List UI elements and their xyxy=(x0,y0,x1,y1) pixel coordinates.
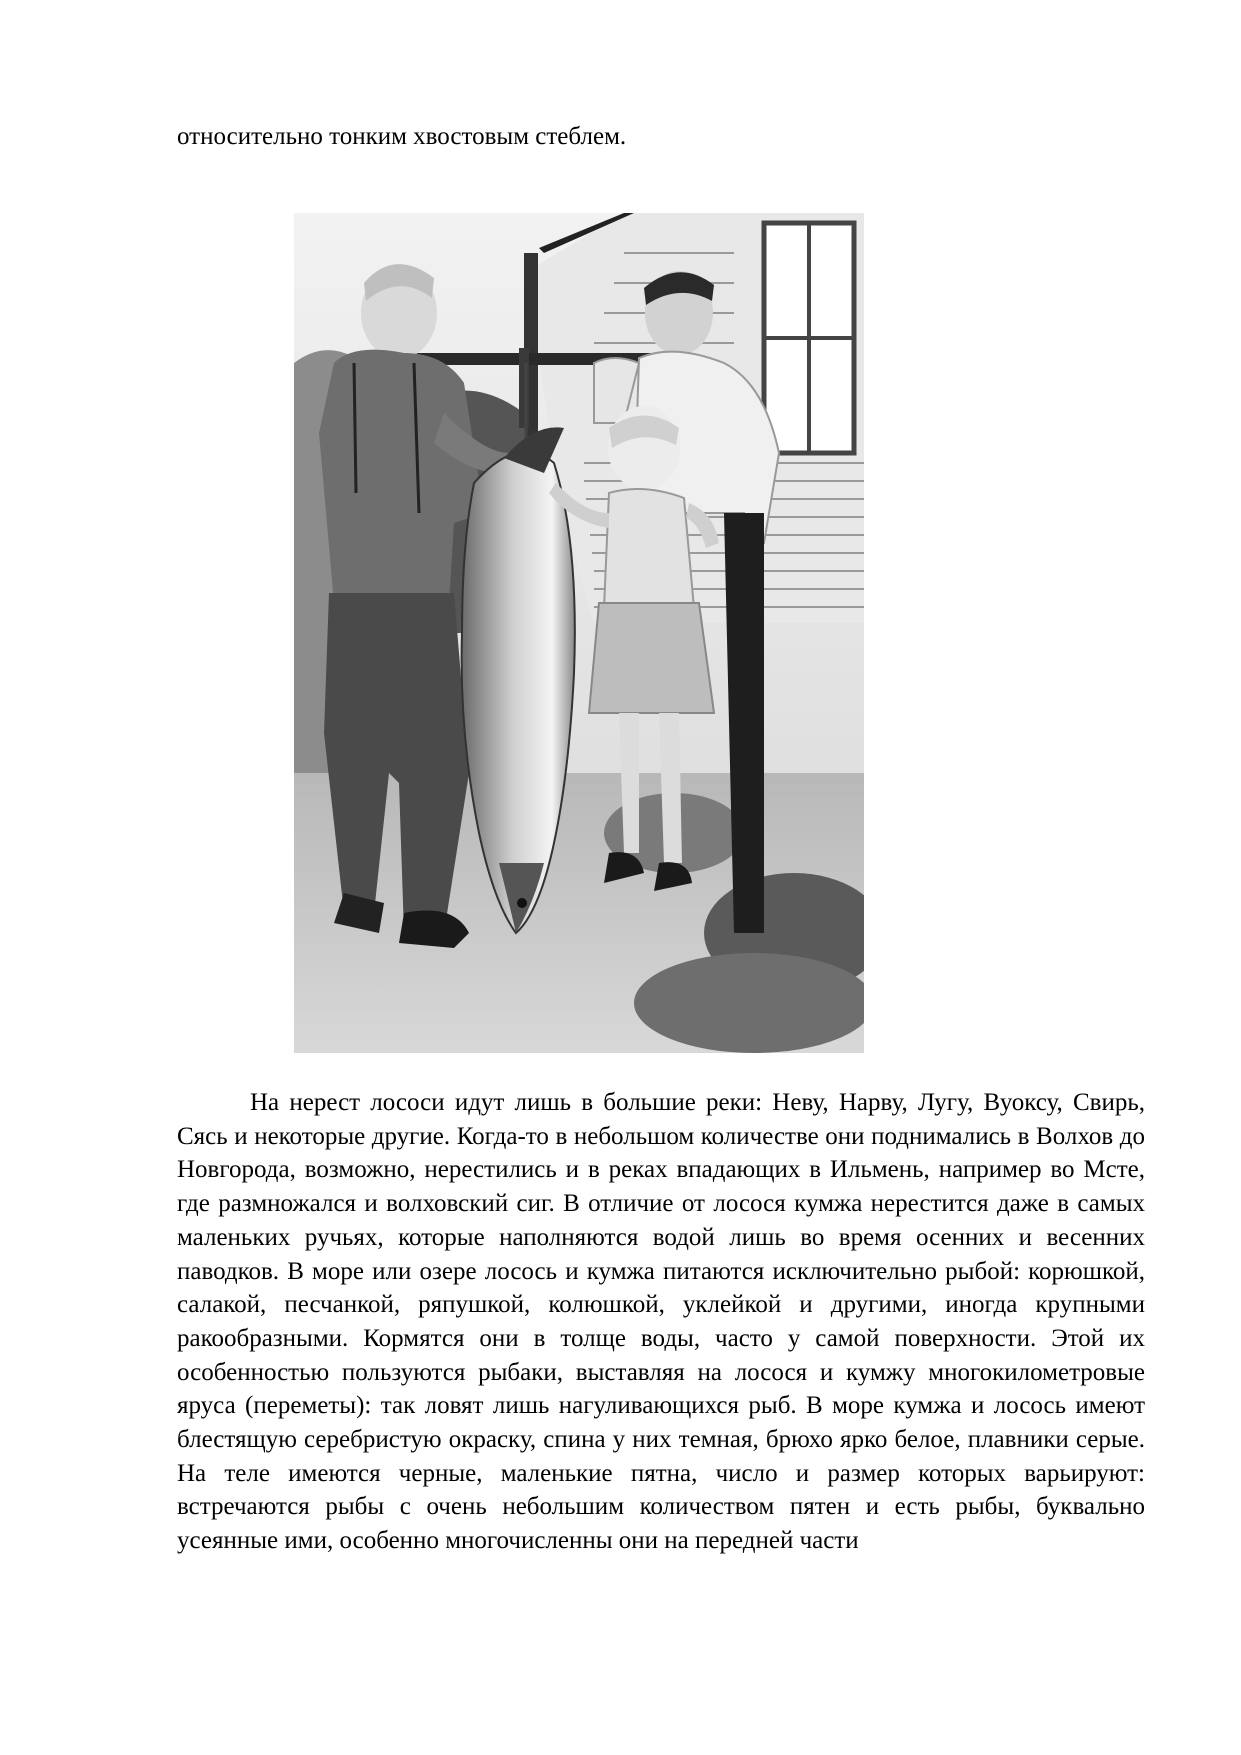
photograph xyxy=(294,213,864,1053)
text-line-top: относительно тонким хвостовым стеблем. xyxy=(177,123,627,150)
body-paragraph: На нерест лососи идут лишь в большие реки: Неву, Нарву, Лугу, Вуоксу, Свирь, Сясь и некоторые другие. Когда-то в небольшом количестве они поднимались в Волхов до Новгорода, возможно, нерестились и в реках впадающих в Ильмень, например во Мсте, где размножался и волховский сиг. В отличие от лосося кумжа нерестится даже в самых маленьких ручьях, которые наполняются водой лишь во время осенних и весенних паводков. В море или озере лосось и кумжа питаются исключительно рыбой: корюшкой, салакой, песчанкой, ряпушкой, колюшкой, уклейкой и другими, иногда крупными ракообразными. Кормятся они в толще воды, часто у самой поверхности. Этой их особенностью пользуются рыбаки, выставляя на лосося и кумжу многокилометровые яруса (переметы): так ловят лишь нагуливающихся рыб. В море кумжа и лосось имеют блестящую серебристую окраску, спина у них темная, брюхо ярко белое, плавники серые. На теле имеются черные, маленькие пятна, число и размер которых варьируют: встречаются рыбы с очень небольшим количеством пятен и есть рыбы, буквально усеянные ими, особенно многочисленны они на передней части xyxy=(177,1089,1145,1555)
